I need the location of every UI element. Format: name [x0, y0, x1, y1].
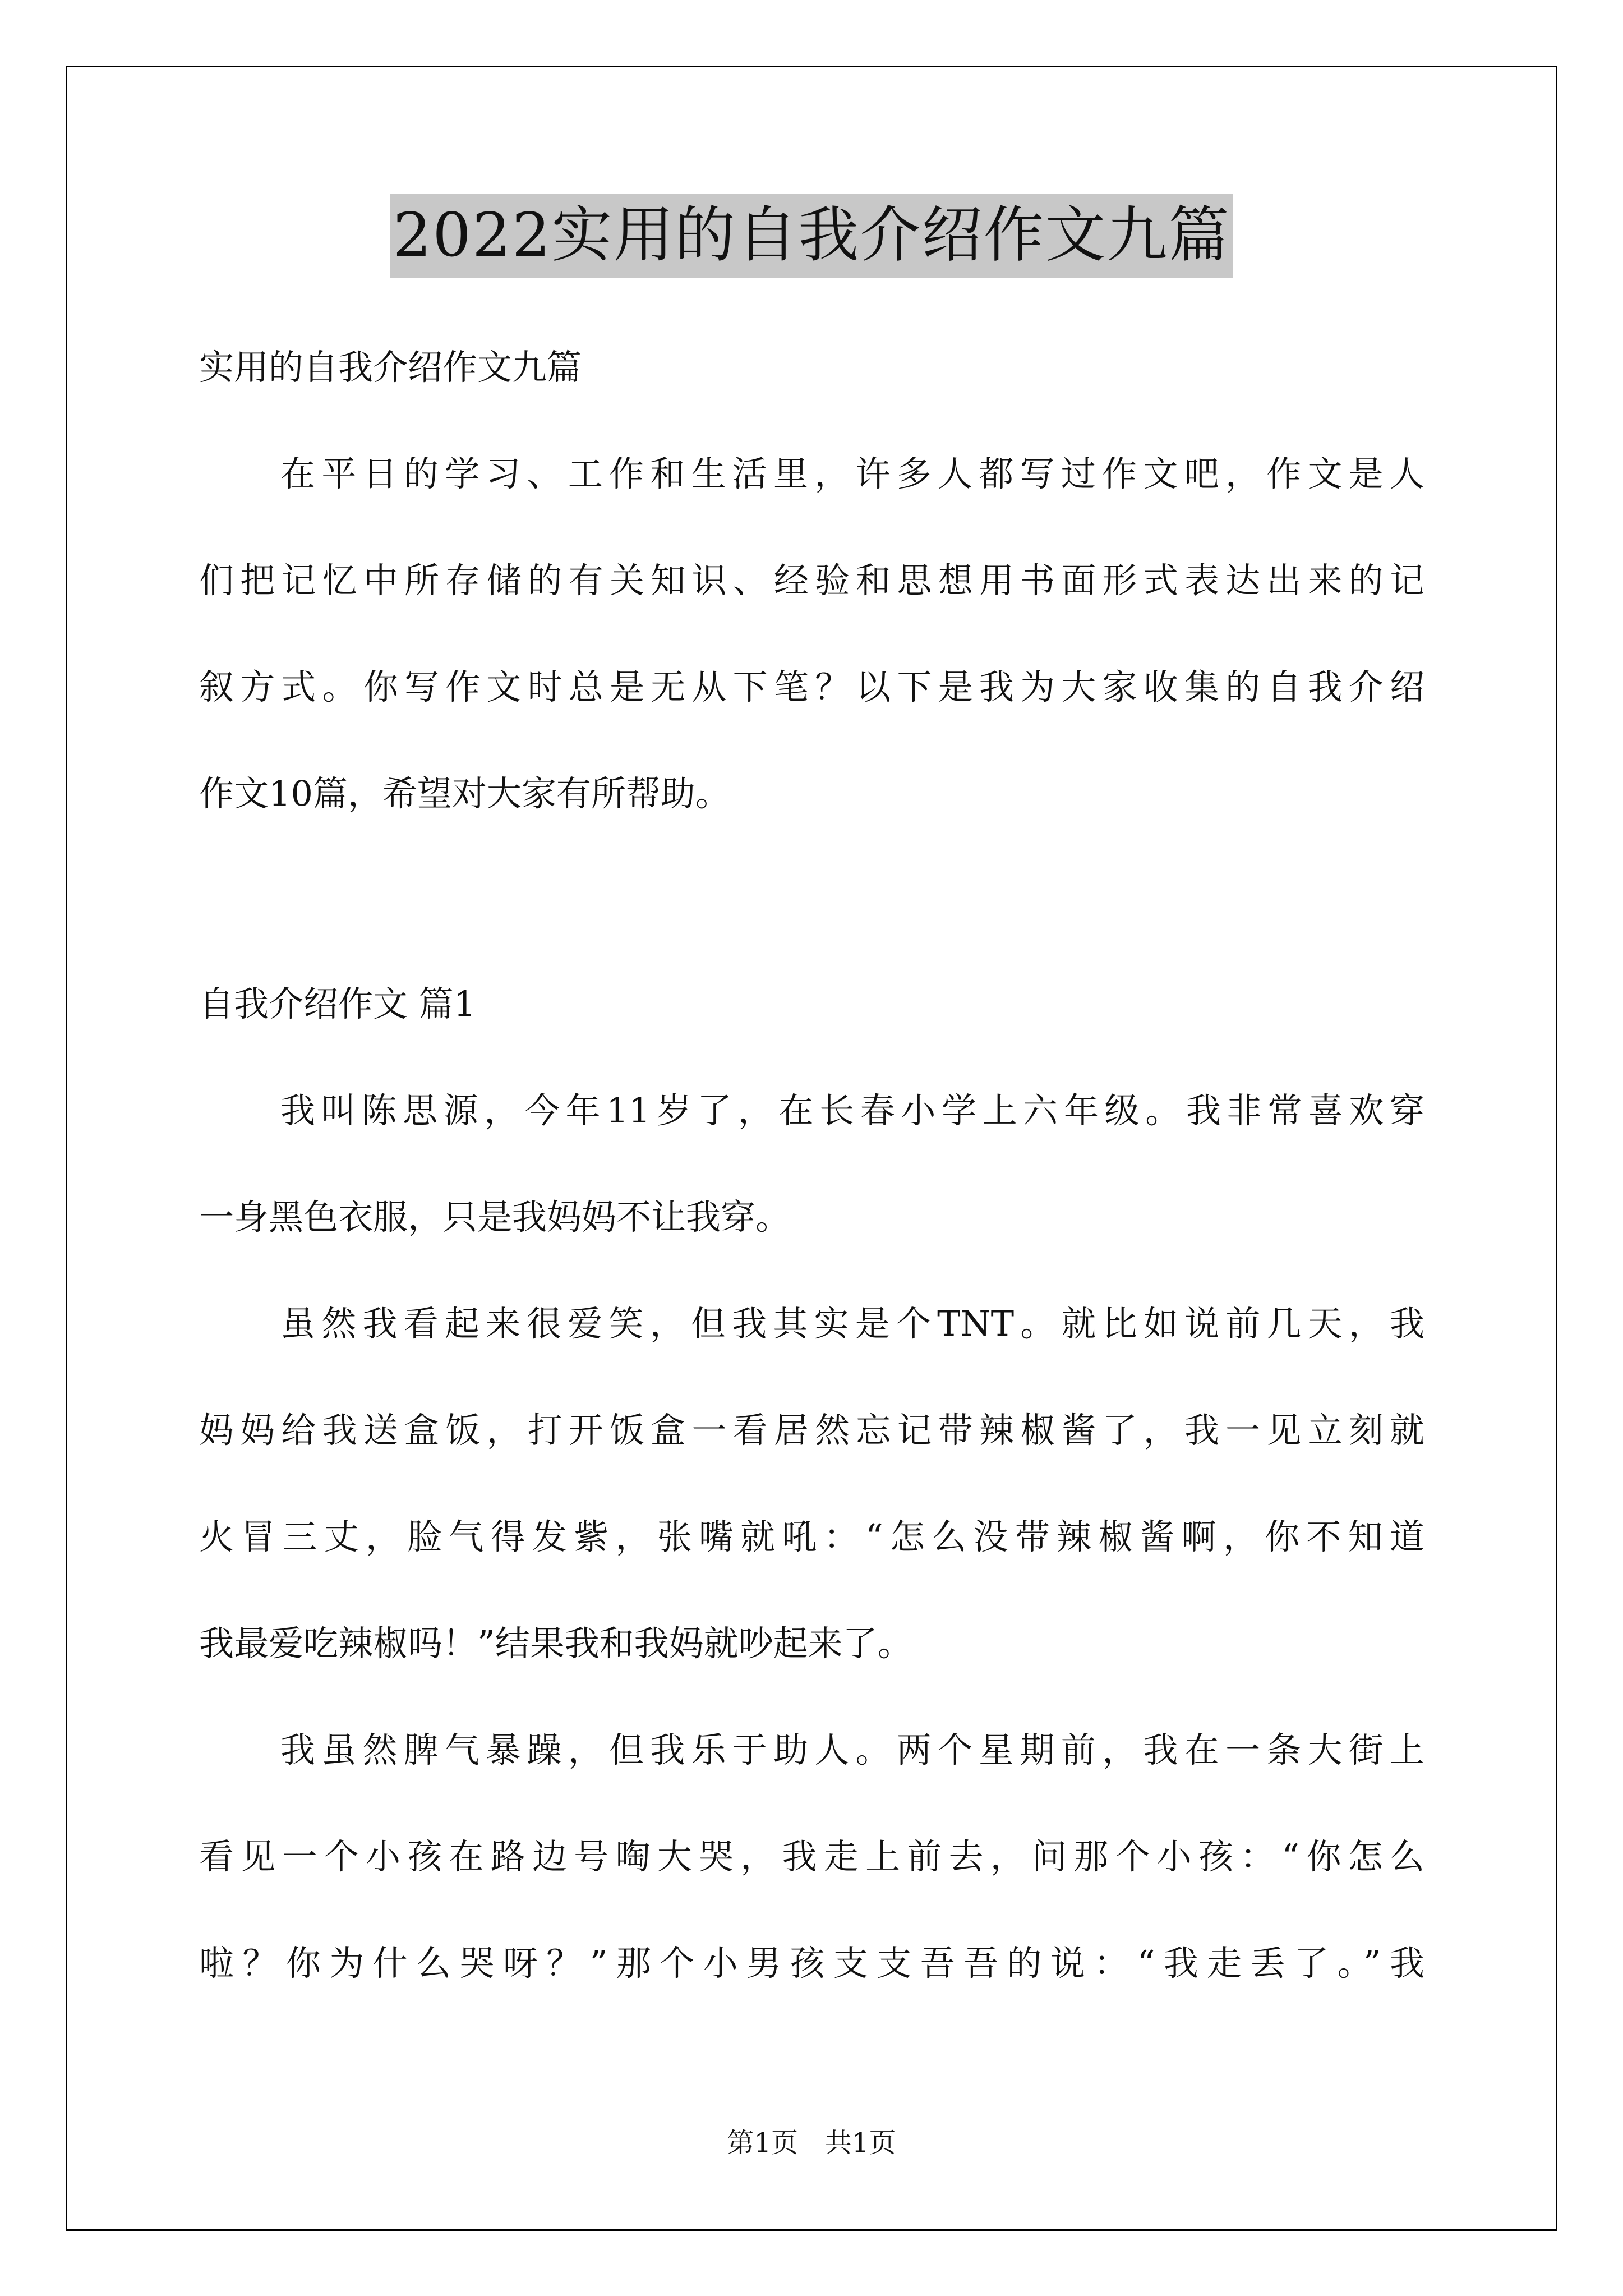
paragraph-line: 我叫陈思源，今年11岁了，在长春小学上六年级。我非常喜欢穿: [280, 1090, 1424, 1131]
paragraph-line: 我虽然脾气暴躁，但我乐于助人。两个星期前，我在一条大街上: [280, 1729, 1424, 1770]
paragraph-line: 妈妈给我送盒饭，打开饭盒一看居然忘记带辣椒酱了，我一见立刻就: [199, 1410, 1424, 1451]
paragraph-line: 看见一个小孩在路边号啕大哭，我走上前去，问那个小孩：“你怎么: [199, 1836, 1424, 1877]
intro-line: 叙方式。你写作文时总是无从下笔？以下是我为大家收集的自我介绍: [199, 666, 1424, 707]
intro-line: 作文10篇，希望对大家有所帮助。: [199, 773, 730, 814]
intro-line: 们把记忆中所存储的有关知识、经验和思想用书面形式表达出来的记: [199, 560, 1424, 601]
paragraph-line: 我最爱吃辣椒吗！”结果我和我妈就吵起来了。: [199, 1623, 912, 1664]
paragraph-line: 一身黑色衣服，只是我妈妈不让我穿。: [199, 1197, 791, 1237]
subtitle: 实用的自我介绍作文九篇: [199, 347, 582, 388]
title-container: [0, 194, 1623, 278]
section-heading: 自我介绍作文 篇1: [199, 983, 476, 1024]
page-footer: 第1页 共1页: [727, 2127, 896, 2159]
document-title: 2022实用的自我介绍作文九篇: [390, 194, 1234, 278]
paragraph-line: 啦？你为什么哭呀？”那个小男孩支支吾吾的说：“我走丢了。”我: [199, 1943, 1424, 1984]
paragraph-line: 火冒三丈，脸气得发紫，张嘴就吼：“怎么没带辣椒酱啊，你不知道: [199, 1516, 1424, 1557]
intro-line: 在平日的学习、工作和生活里，许多人都写过作文吧，作文是人: [280, 453, 1424, 494]
section-gap: [199, 847, 1424, 951]
document-body: [199, 314, 1424, 2017]
paragraph-line: 虽然我看起来很爱笑，但我其实是个TNT。就比如说前几天，我: [280, 1303, 1424, 1344]
